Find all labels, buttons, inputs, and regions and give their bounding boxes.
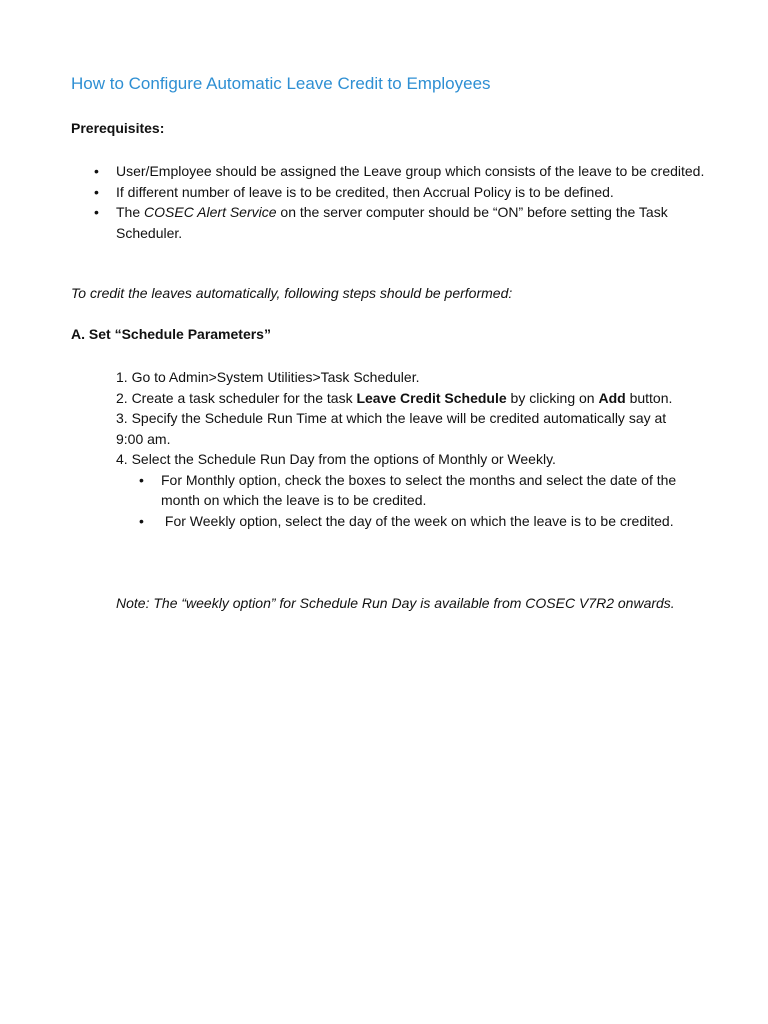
bullet-icon: •: [94, 204, 99, 220]
step-2: [116, 388, 696, 409]
bullet-icon: •: [94, 183, 99, 200]
prerequisite-text-start: The: [116, 204, 145, 220]
bullet-icon: •: [94, 163, 99, 179]
document-title: How to Configure Automatic Leave Credit to Employees: [71, 74, 491, 93]
step-2-text-start: 2. Create a task scheduler for the task: [116, 389, 357, 406]
bullet-icon: •: [139, 512, 144, 529]
option-text: For Monthly option, check the boxes to select the months and select the date of the month on which the leave is to be credited.: [161, 471, 677, 508]
step-2-text-middle: by clicking on: [506, 389, 599, 406]
list-item: [94, 202, 708, 243]
intro-text: To credit the leaves automatically, following steps should be performed:: [71, 285, 513, 301]
prerequisite-text: If different number of leave is to be credited, then Accrual Policy is to be defined.: [116, 183, 614, 200]
task-name: Leave Credit Schedule: [356, 389, 507, 406]
bullet-icon: •: [139, 471, 144, 488]
prerequisites-list: [94, 161, 708, 243]
step-4: 4. Select the Schedule Run Day from the options of Monthly or Weekly.: [116, 451, 556, 467]
section-a-heading: A. Set “Schedule Parameters”: [71, 326, 271, 342]
step-3: 3. Specify the Schedule Run Time at which the leave will be credited automatically say at 9:00 am.: [116, 410, 667, 447]
list-item: [139, 511, 696, 532]
service-name: COSEC Alert Service: [144, 204, 277, 220]
list-item: [94, 161, 708, 182]
list-item: [94, 182, 708, 203]
add-label: Add: [598, 389, 626, 406]
prerequisites-heading: Prerequisites:: [71, 120, 165, 136]
note-text: Note: The “weekly option” for Schedule Run Day is available from COSEC V7R2 onwards.: [116, 595, 675, 611]
steps-block: [116, 367, 696, 531]
step-4-options: [116, 470, 696, 532]
step-1: 1. Go to Admin>System Utilities>Task Scheduler.: [116, 369, 420, 385]
list-item: [139, 470, 696, 511]
prerequisite-text-end: on the server computer should be “ON” before setting the Task Scheduler.: [116, 204, 668, 241]
prerequisite-text: User/Employee should be assigned the Leave group which consists of the leave to be credited.: [116, 163, 705, 179]
step-2-text-end: button.: [625, 389, 673, 406]
option-text: For Weekly option, select the day of the week on which the leave is to be credited.: [161, 512, 674, 529]
